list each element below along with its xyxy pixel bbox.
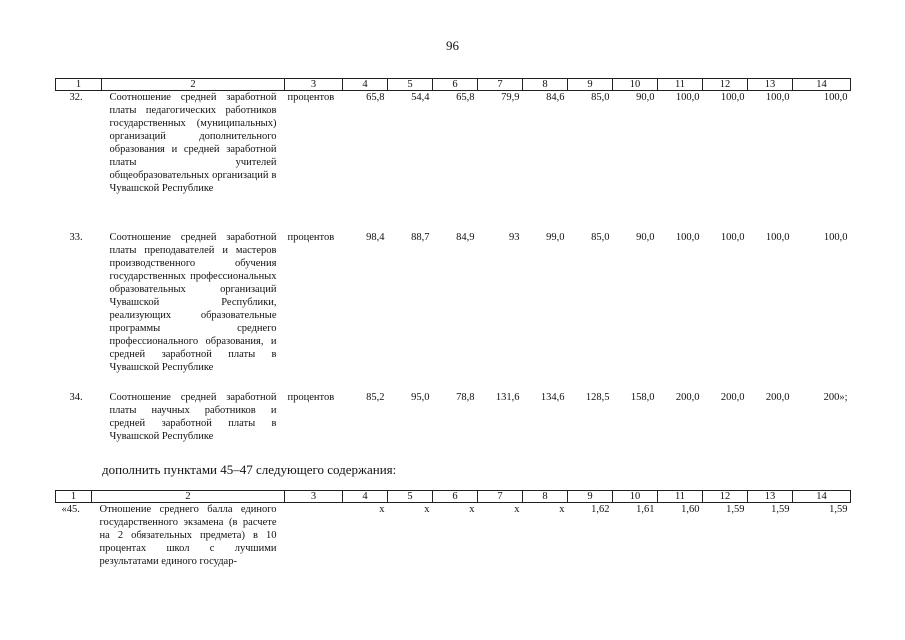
column-number: 6	[433, 79, 478, 91]
column-number: 14	[793, 79, 851, 91]
column-number: 2	[92, 491, 285, 503]
value-cell: 54,4	[411, 92, 430, 103]
column-number: 12	[703, 79, 748, 91]
value-cell: 100,0	[720, 231, 745, 243]
value-cell: 158,0	[630, 391, 655, 403]
value-cell: 84,9	[456, 231, 475, 243]
column-number-row	[56, 491, 851, 503]
column-number: 13	[748, 79, 793, 91]
value-cell: 65,8	[456, 92, 475, 103]
value-cell: 90,0	[636, 231, 655, 243]
value-cell: 128,5	[585, 391, 610, 403]
value-cell: 100,0	[720, 92, 745, 103]
unit-cell	[285, 503, 343, 573]
value-cell: 100,0	[823, 231, 848, 243]
column-number: 11	[658, 491, 703, 503]
column-number: 10	[613, 79, 658, 91]
value-cell: 84,6	[546, 92, 565, 103]
column-number: 2	[102, 79, 285, 91]
row-number: 32.	[69, 92, 83, 103]
column-number: 4	[343, 79, 388, 91]
column-number: 3	[285, 79, 343, 91]
indicators-table-2	[55, 490, 851, 573]
value-cell: 100,0	[675, 92, 700, 103]
value-cell: 78,8	[456, 391, 475, 403]
column-number: 7	[478, 491, 523, 503]
value-cell: 90,0	[636, 92, 655, 103]
value-cell: 85,2	[366, 391, 385, 403]
indicator-description: Соотношение средней заработной платы педагогических работников государственных (муниципальных) организаций дополнительного образования и средней заработной платы учителей общеобразовательных организаций в Чувашской Республике	[109, 92, 277, 194]
column-number: 8	[523, 491, 568, 503]
column-number: 3	[285, 491, 343, 503]
value-cell: 85,0	[591, 231, 610, 243]
value-cell: х	[469, 504, 475, 515]
value-cell: 99,0	[546, 231, 565, 243]
unit-cell: процентов	[287, 231, 335, 243]
row-number: 34.	[69, 391, 83, 403]
value-cell: 79,9	[501, 92, 520, 103]
value-cell: 1,59	[829, 504, 848, 515]
value-cell: 100,0	[765, 231, 790, 243]
column-number: 1	[56, 491, 92, 503]
unit-cell: процентов	[287, 391, 335, 403]
value-cell: 98,4	[366, 231, 385, 243]
column-number: 12	[703, 491, 748, 503]
indicator-description: Соотношение средней заработной платы преподавателей и мастеров производственного обучения государственных профессиональных образовательных организаций Чувашской Республики, реализующих образовательные программы среднего профессионального образования, и средней заработной платы в Чувашской Республике	[109, 231, 277, 373]
indicator-description: Соотношение средней заработной платы научных работников и средней заработной платы в Чувашской Республике	[109, 391, 277, 442]
value-cell: 200,0	[765, 391, 790, 403]
indicators-table-1	[55, 78, 851, 451]
value-cell: х	[379, 504, 385, 515]
column-number: 1	[56, 79, 102, 91]
amendment-text: дополнить пунктами 45–47 следующего содержания:	[102, 462, 397, 477]
value-cell: 200,0	[720, 391, 745, 403]
value-cell: 100,0	[765, 92, 790, 103]
table-row	[56, 503, 851, 573]
indicator-description: Отношение среднего балла единого государственного экзамена (в расчете на 2 обязательных предмета) в 10 процентах школ с лучшими результатами единого государ-	[99, 504, 277, 567]
value-cell: 131,6	[495, 391, 520, 403]
value-cell: 200,0	[675, 391, 700, 403]
value-cell: 88,7	[411, 231, 430, 243]
value-cell: 1,60	[681, 504, 700, 515]
value-cell: 95,0	[411, 391, 430, 403]
column-number: 4	[343, 491, 388, 503]
value-cell: 1,61	[636, 504, 655, 515]
column-number: 7	[478, 79, 523, 91]
column-number: 6	[433, 491, 478, 503]
column-number: 11	[658, 79, 703, 91]
value-cell: 65,8	[366, 92, 385, 103]
column-number: 8	[523, 79, 568, 91]
value-cell: х	[424, 504, 430, 515]
column-number: 9	[568, 491, 613, 503]
row-number: 33.	[69, 231, 83, 243]
column-number: 13	[748, 491, 793, 503]
value-cell: 100,0	[675, 231, 700, 243]
value-cell: х	[514, 504, 520, 515]
value-cell: х	[559, 504, 565, 515]
value-cell: 93	[509, 231, 520, 243]
column-number: 9	[568, 79, 613, 91]
column-number-row	[56, 79, 851, 91]
value-cell: 200»;	[823, 391, 848, 403]
value-cell: 85,0	[591, 92, 610, 103]
unit-cell: процентов	[287, 92, 335, 103]
table-row	[56, 231, 851, 391]
table-row	[56, 91, 851, 231]
column-number: 5	[388, 79, 433, 91]
table-row	[56, 391, 851, 451]
value-cell: 100,0	[823, 92, 848, 103]
row-number: «45.	[61, 504, 80, 515]
column-number: 10	[613, 491, 658, 503]
value-cell: 1,59	[726, 504, 745, 515]
value-cell: 134,6	[540, 391, 565, 403]
page-number: 96	[446, 38, 459, 53]
column-number: 14	[793, 491, 851, 503]
value-cell: 1,59	[771, 504, 790, 515]
value-cell: 1,62	[591, 504, 610, 515]
column-number: 5	[388, 491, 433, 503]
